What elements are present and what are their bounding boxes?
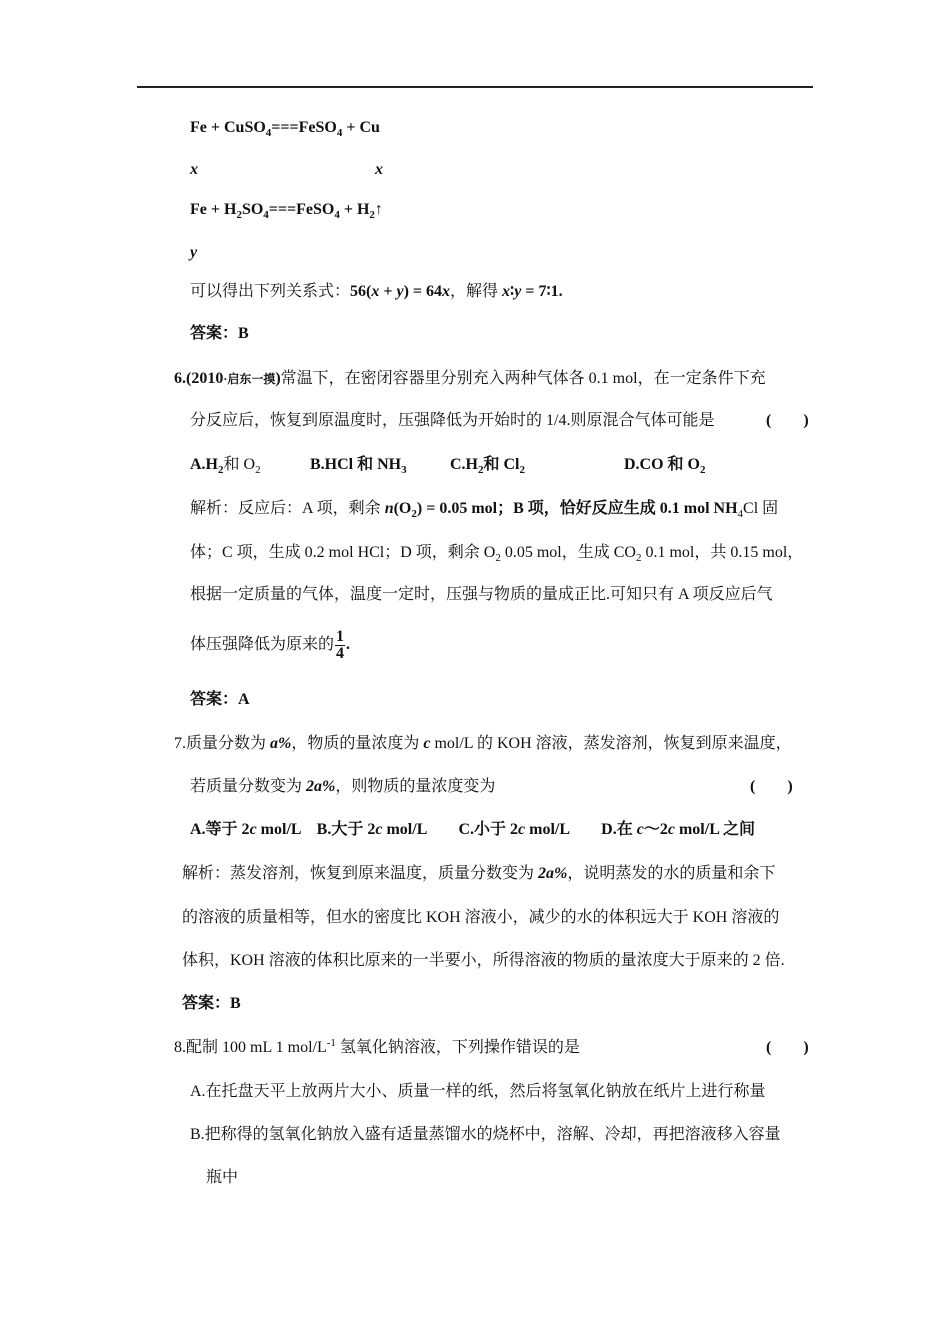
q7-line1: 7.质量分数为 a%，物质的量浓度为 c mol/L 的 KOH 溶液，蒸发溶剂，恢复到原来温度， — [174, 735, 792, 752]
q8-option-a[interactable]: A.在托盘天平上放两片大小、质量一样的纸，然后将氢氧化钠放在纸片上进行称量 — [190, 1083, 766, 1100]
q6-line2: 分反应后，恢复到原温度时，压强降低为开始时的 1/4.则原混合气体可能是 — [190, 412, 715, 429]
q6-explanation-2: 体；C 项，生成 0.2 mol HCl；D 项，剩余 $O_2$ 0.05 mol，生成 $CO_2$ 0.1 mol，共 0.15 mol， — [190, 544, 804, 564]
q7-line2: 若质量分数变为 2a%，则物质的量浓度变为 — [190, 778, 496, 795]
q6-option-a[interactable]: $A.H_2$和 $O_2$ — [190, 456, 261, 476]
q6-explanation-1: 解析：反应后：A 项，剩余 $n(O_2) = 0.05$ mol；B 项，恰好反应生成 0.1 mol $NH_4Cl$ 固 — [190, 500, 779, 520]
q8-line1: 8.配制 100 mL 1 mol/$L^{-1}$ 氢氧化钠溶液，下列操作错误的是 — [174, 1037, 580, 1056]
q6-explanation-3: 根据一定质量的气体，温度一定时，压强与物质的量成正比.可知只有 A 项反应后气 — [190, 586, 773, 603]
q8-option-b-cont: 瓶中 — [206, 1169, 239, 1186]
relation-line: 可以得出下列关系式：56(x + y) = 64x，解得 x∶y = 7∶1. — [190, 283, 563, 300]
q6-option-d[interactable]: D.CO 和 $O_2$ — [624, 456, 706, 476]
answer-q6: 答案：A — [190, 691, 250, 708]
reaction1-coef-right: x — [375, 161, 383, 178]
q6-option-b[interactable]: B.HCl 和 $NH_3$ — [310, 456, 407, 476]
answer-q7: 答案：B — [182, 995, 241, 1012]
reaction-fe-h2so4: $Fe + H_2SO_4===FeSO_4$ + $H_2↑$ — [190, 201, 383, 221]
q7-explanation-2: 的溶液的质量相等，但水的密度比 KOH 溶液小，减少的水的体积远大于 KOH 溶液的 — [182, 909, 780, 926]
q6-answer-paren[interactable]: ( ) — [766, 412, 809, 429]
reaction1-coef-left: x — [190, 161, 198, 178]
reaction-fe-cuso4: Fe + CuSO$_4$===FeSO$_4$ + Cu — [190, 119, 380, 139]
q6-line1: 6.(2010·启东一摸)常温下，在密闭容器里分别充入两种气体各 0.1 mol，在一定条件下充 — [174, 370, 766, 387]
q8-option-b[interactable]: B.把称得的氢氧化钠放入盛有适量蒸馏水的烧杯中，溶解、冷却，再把溶液移入容量 — [190, 1126, 781, 1143]
fraction-one-quarter: $\frac{1}{4}$ — [336, 627, 345, 662]
q6-option-c[interactable]: $C.H_2$和 $Cl_2$ — [450, 456, 526, 476]
header-rule — [137, 86, 813, 88]
q8-answer-paren[interactable]: ( ) — [766, 1039, 809, 1056]
q7-answer-paren[interactable]: ( ) — [750, 778, 793, 795]
q7-explanation-1: 解析：蒸发溶剂，恢复到原来温度，质量分数变为 2a%，说明蒸发的水的质量和余下 — [182, 865, 776, 882]
answer-q5: 答案：B — [190, 325, 249, 342]
q7-options[interactable]: A.等于 2c mol/L B.大于 2c mol/L C.小于 2c mol/L D.在 c～2c mol/L 之间 — [190, 821, 755, 838]
q7-explanation-3: 体积，KOH 溶液的体积比原来的一半要小，所得溶液的物质的量浓度大于原来的 2 倍. — [182, 952, 785, 969]
q6-explanation-4: 体压强降低为原来的 $\frac{1}{4}$ . — [190, 627, 351, 662]
reaction2-coef-left: y — [190, 244, 198, 261]
